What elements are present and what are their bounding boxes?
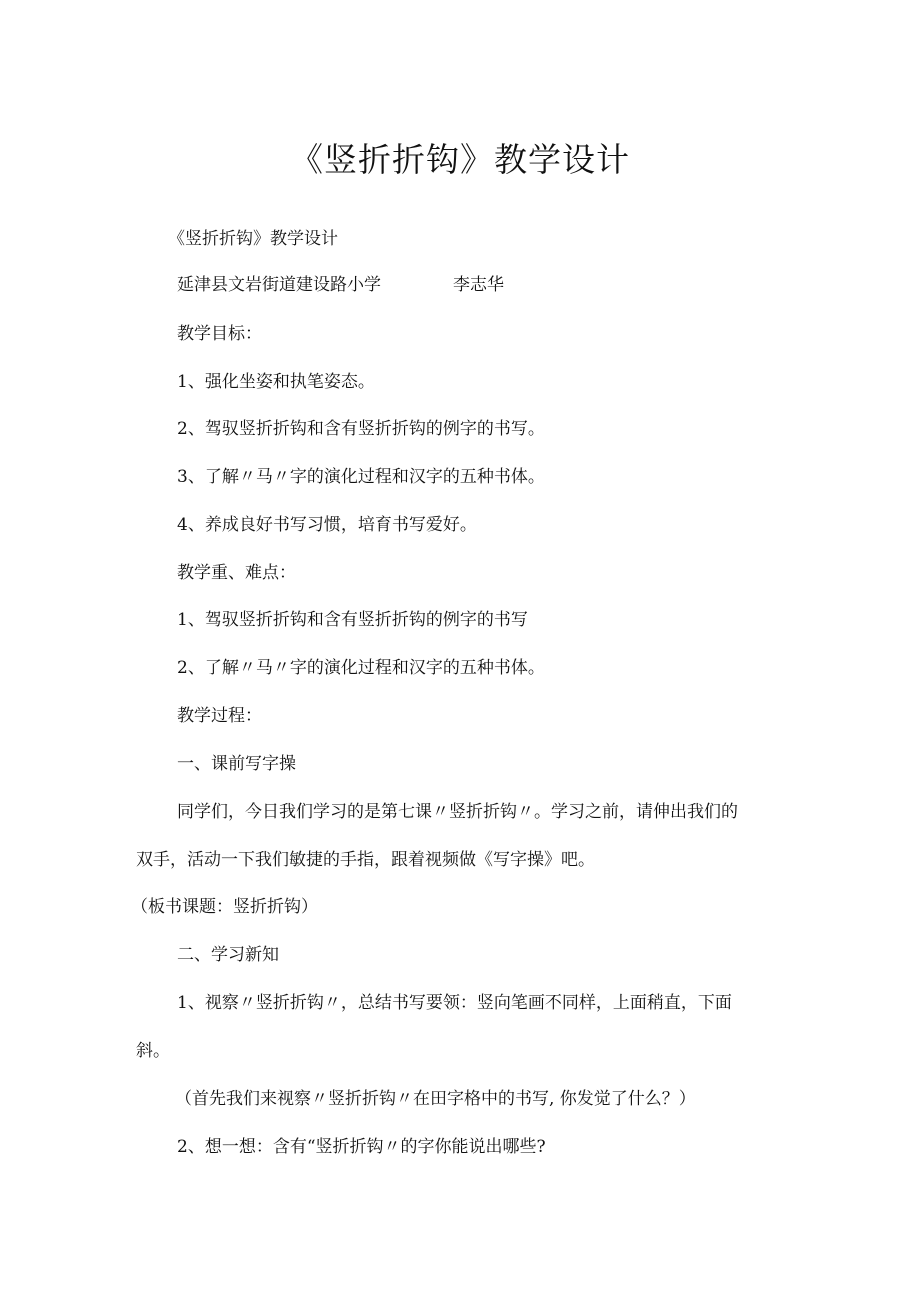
board-note: （板书课题：竖折折钩） <box>131 897 318 917</box>
key-point-item: 2、了解〃马〃字的演化过程和汉字的五种书体。 <box>177 658 545 678</box>
author-name: 李志华 <box>453 275 504 295</box>
paragraph-line: 同学们，今日我们学习的是第七课〃竖折折钩〃。学习之前，请伸出我们的 <box>177 802 738 822</box>
objective-item: 2、驾驭竖折折钩和含有竖折折钩的例字的书写。 <box>177 419 545 439</box>
objective-item: 4、养成良好书写习惯，培育书写爱好。 <box>177 515 477 535</box>
author-line <box>177 272 504 298</box>
paragraph-line: 2、想一想：含有“竖折折钩〃的字你能说出哪些? <box>177 1137 546 1157</box>
paragraph-line: 斜。 <box>136 1041 170 1061</box>
paragraph-line: 1、视察〃竖折折钩〃，总结书写要领：竖向笔画不同样，上面稍直，下面 <box>177 993 732 1013</box>
school-name: 延津县文岩街道建设路小学 <box>177 275 381 295</box>
document-title: 《竖折折钩》教学设计 <box>290 140 630 179</box>
section-heading: 一、课前写字操 <box>177 754 296 774</box>
teacher-note: （首先我们来视察〃竖折折钩〃在田字格中的书写, 你发觉了什么？） <box>175 1089 696 1109</box>
objective-item: 1、强化坐姿和执笔姿态。 <box>177 372 375 392</box>
process-heading: 教学过程： <box>177 706 262 726</box>
key-point-item: 1、驾驭竖折折钩和含有竖折折钩的例字的书写 <box>177 610 528 630</box>
document-subtitle: 《竖折折钩》教学设计 <box>168 229 338 249</box>
key-points-heading: 教学重、难点： <box>177 563 296 583</box>
objectives-heading: 教学目标： <box>177 324 262 344</box>
paragraph-line: 双手，活动一下我们敏捷的手指，跟着视频做《写字操》吧。 <box>136 850 595 870</box>
section-heading: 二、学习新知 <box>177 945 279 965</box>
objective-item: 3、了解〃马〃字的演化过程和汉字的五种书体。 <box>177 467 545 487</box>
